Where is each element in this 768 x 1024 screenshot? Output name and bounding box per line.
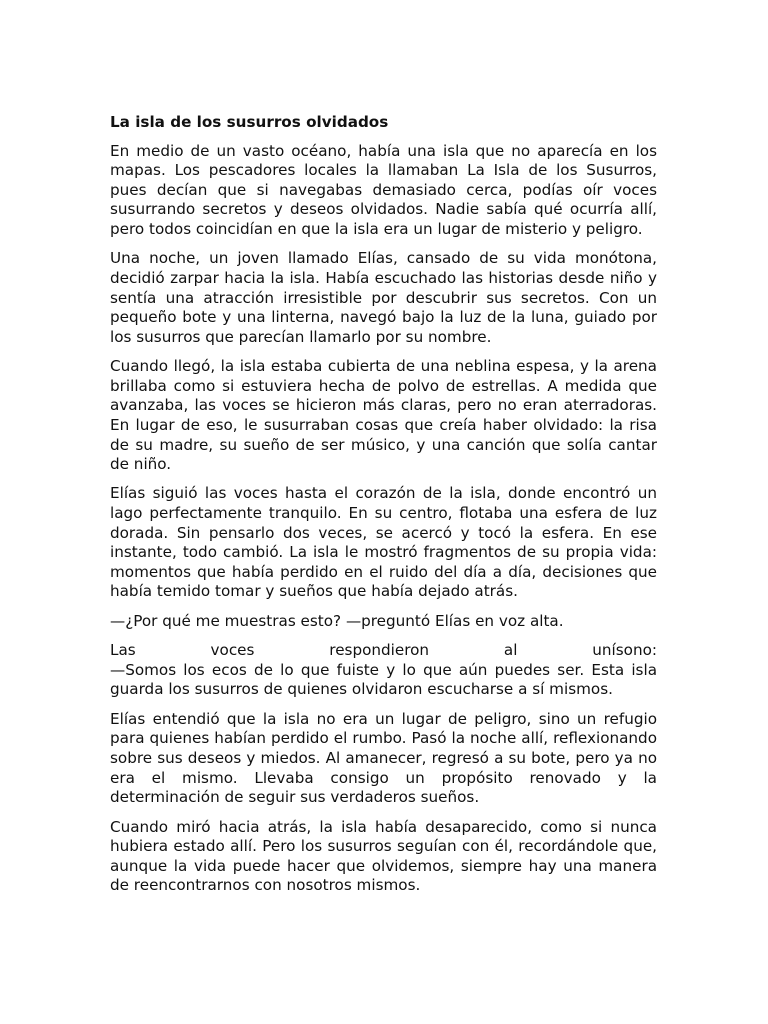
- paragraph-ending: Cuando miró hacia atrás, la isla había desaparecido, como si nunca hubiera estado allí. Pero los susurros seguían con él, recordándole que, aunque la vida puede hacer que olvidemos, siempre hay una manera de reencontrarnos con nosotros mismos.: [110, 817, 657, 895]
- document-page: [110, 113, 657, 906]
- paragraph-understanding: Elías entendió que la isla no era un lugar de peligro, sino un refugio para quienes habían perdido el rumbo. Pasó la noche allí, reflexionando sobre sus deseos y miedos. Al amanecer, regresó a su bote, pero ya no era el mismo. Llevaba consigo un propósito renovado y la determinación de seguir sus verdaderos sueños.: [110, 709, 657, 807]
- paragraph-unison: [110, 641, 657, 700]
- paragraph-arrival: Cuando llegó, la isla estaba cubierta de una neblina espesa, y la arena brillaba como si estuviera hecha de polvo de estrellas. A medida que avanzaba, las voces se hicieron más claras, pero no eran aterradoras. En lugar de eso, le susurraban cosas que creía haber olvidado: la risa de su madre, su sueño de ser músico, y una canción que solía cantar de niño.: [110, 357, 657, 474]
- paragraph-lake: Elías siguió las voces hasta el corazón de la isla, donde encontró un lago perfectamente tranquilo. En su centro, flotaba una esfera de luz dorada. Sin pensarlo dos veces, se acercó y tocó la esfera. En ese instante, todo cambió. La isla le mostró fragmentos de su propia vida: momentos que había perdido en el ruido del día a día, decisiones que había temido tomar y sueños que había dejado atrás.: [110, 484, 657, 601]
- unison-line: Las voces respondieron al unísono:: [110, 641, 657, 660]
- paragraph-question: —¿Por qué me muestras esto? —preguntó Elías en voz alta.: [110, 611, 564, 630]
- unison-reply: —Somos los ecos de lo que fuiste y lo que aún puedes ser. Esta isla guarda los susurros de quienes olvidaron escucharse a sí mismos.: [110, 660, 657, 699]
- document-title: La isla de los susurros olvidados: [110, 113, 389, 131]
- paragraph-intro: En medio de un vasto océano, había una isla que no aparecía en los mapas. Los pescadores locales la llamaban La Isla de los Susurros, pues decían que si navegabas demasiado cerca, podías oír voces susurrando secretos y deseos olvidados. Nadie sabía qué ocurría allí, pero todos coincidían en que la isla era un lugar de misterio y peligro.: [110, 141, 657, 238]
- paragraph-journey: Una noche, un joven llamado Elías, cansado de su vida monótona, decidió zarpar hacia la isla. Había escuchado las historias desde niño y sentía una atracción irresistible por descubrir sus secretos. Con un pequeño bote y una linterna, navegó bajo la luz de la luna, guiado por los susurros que parecían llamarlo por su nombre.: [110, 249, 657, 346]
